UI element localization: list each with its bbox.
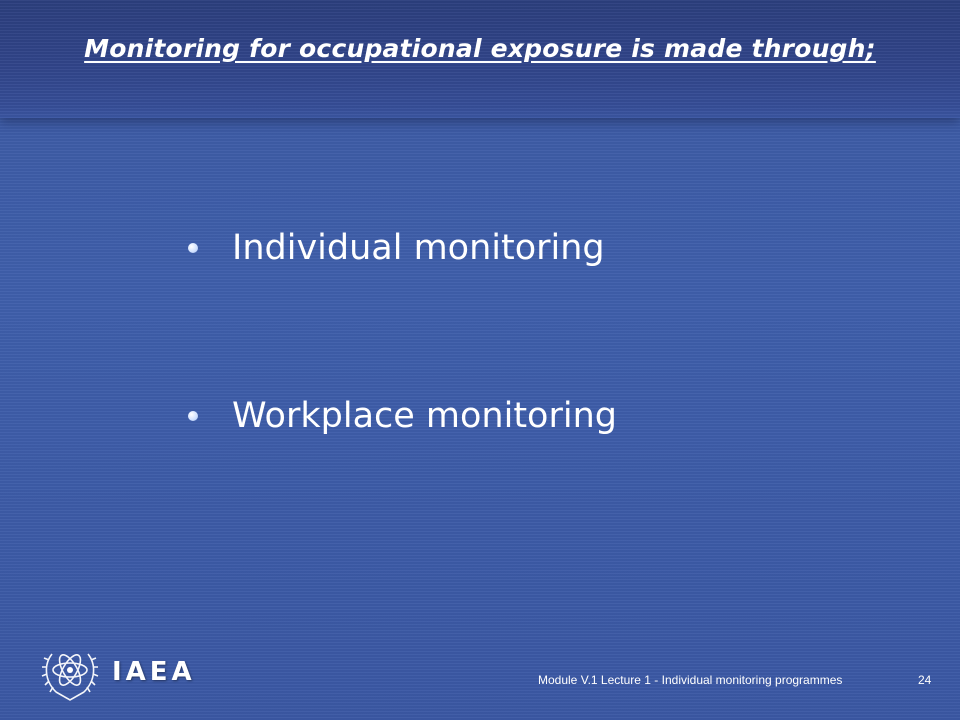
title-band bbox=[0, 0, 960, 118]
slide-title: Monitoring for occupational exposure is made through; bbox=[84, 34, 876, 63]
list-item bbox=[186, 388, 617, 444]
logo-text: IAEA bbox=[112, 657, 196, 687]
iaea-logo-icon bbox=[38, 640, 102, 706]
list-item bbox=[186, 220, 617, 276]
bullet-dot-icon bbox=[188, 411, 198, 421]
bullet-list bbox=[186, 220, 617, 556]
bullet-text: Workplace monitoring bbox=[232, 396, 617, 436]
footer-module-text: Module V.1 Lecture 1 - Individual monitoring programmes bbox=[538, 673, 843, 687]
bullet-text: Individual monitoring bbox=[232, 228, 605, 268]
page-number: 24 bbox=[918, 673, 932, 687]
bullet-dot-icon bbox=[188, 243, 198, 253]
